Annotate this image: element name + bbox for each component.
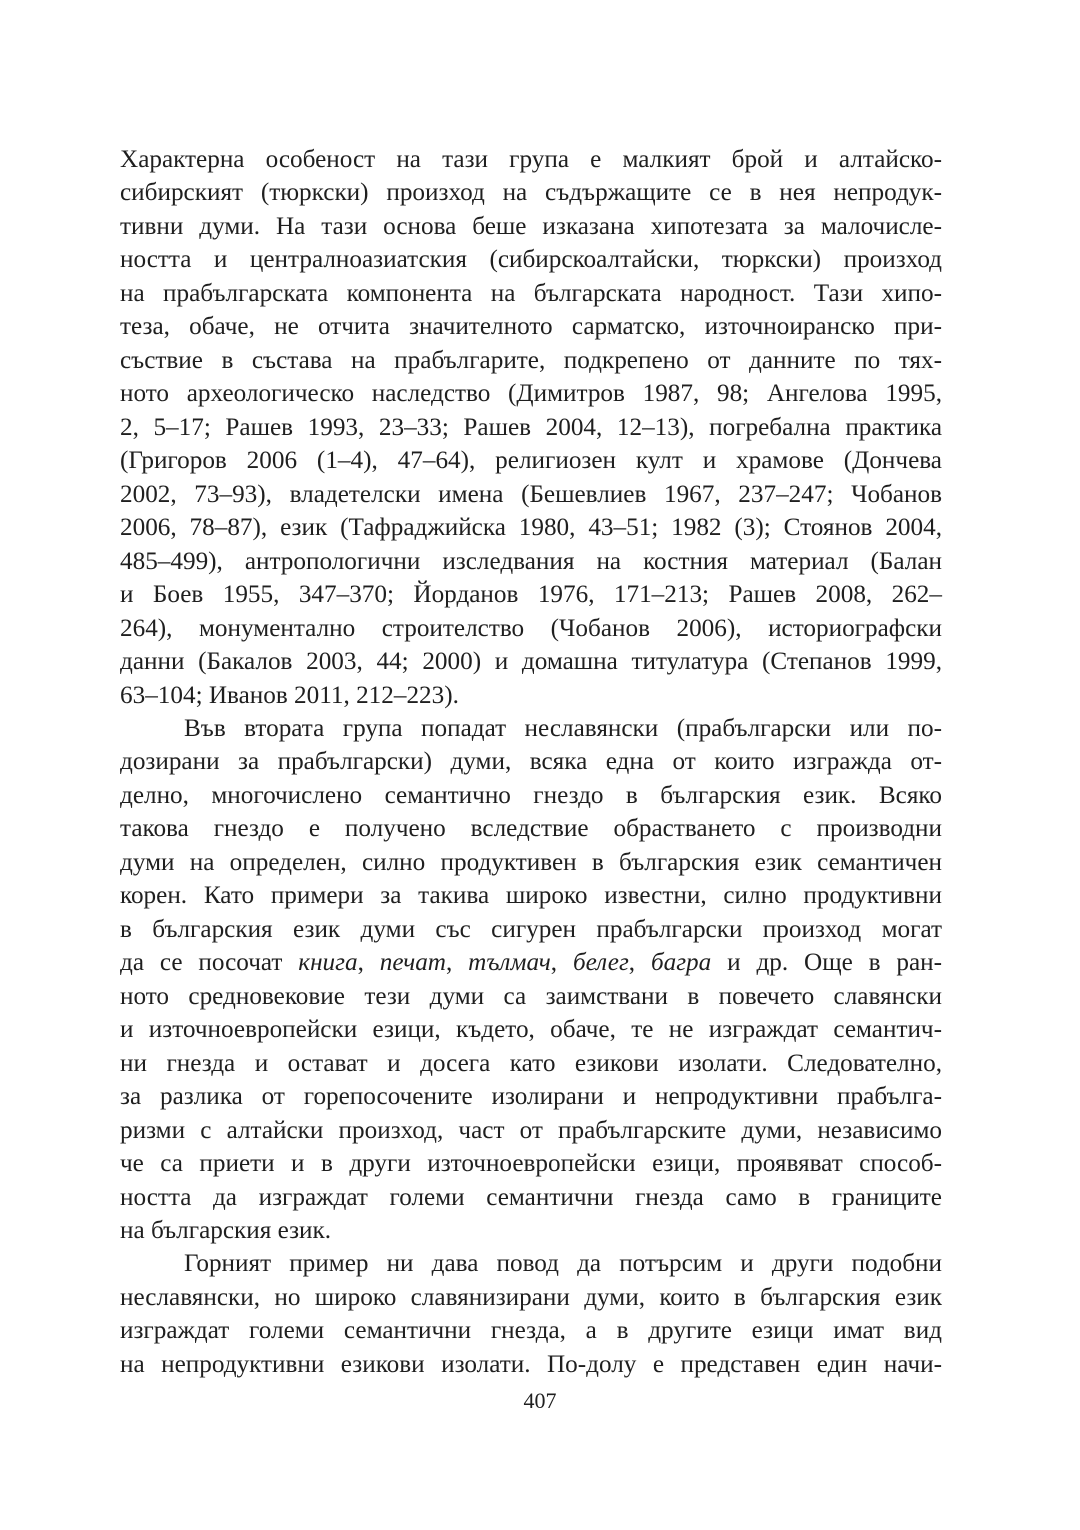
body-text	[120, 143, 942, 1381]
separator: ,	[550, 949, 573, 977]
text-line: и Боев 1955, 347–370; Йорданов 1976, 171–213; Рашев 2008, 262–	[120, 581, 942, 609]
text-line: 264), монументално строителство (Чобанов 2006), историографски	[120, 614, 942, 642]
text-line: ризми с алтайски произход, част от прабългарските думи, независимо	[120, 1116, 942, 1144]
text-line: думи на определен, силно продуктивен в българския език семантичен	[120, 848, 942, 876]
text-line: 63–104; Иванов 2011, 212–223).	[120, 681, 459, 709]
text-line: тивни думи. На тази основа беше изказана хипотезата за малочисле-	[120, 212, 942, 240]
example-word: книга	[298, 949, 358, 977]
text-line: теза, обаче, не отчита значителното сарматско, източноиранско при-	[120, 313, 942, 341]
text-line: Характерна особеност на тази група е малкият брой и алтайско-	[120, 146, 942, 173]
example-word: белег	[572, 949, 629, 977]
text-line: дозирани за прабългарски) думи, всяка една от които изгражда от-	[120, 748, 942, 776]
text-line: в българския език думи със сигурен прабългарски произход могат	[120, 915, 942, 943]
text-line: (Григоров 2006 (1–4), 47–64), религиозен култ и храмове (Дончева	[120, 447, 942, 475]
example-word: тълмач	[468, 949, 551, 977]
text-line: 2, 5–17; Рашев 1993, 23–33; Рашев 2004, 12–13), погребална практика	[120, 413, 942, 441]
text-line: и източноевропейски езици, където, обаче, те не изграждат семантич-	[120, 1016, 942, 1044]
example-word: печат	[379, 949, 446, 977]
text-line: на прабългарската компонента на българската народност. Тази хипо-	[120, 279, 942, 307]
text-line: такова гнездо е получено вследствие обрастването с производни	[120, 815, 942, 843]
text-line: Горният пример ни дава повод да потърсим и други подобни	[184, 1250, 942, 1278]
text-line: Във втората група попадат неславянски (прабългарски или по-	[184, 714, 942, 742]
text-line: ността и централноазиатския (сибирскоалтайски, тюркски) произход	[120, 246, 942, 274]
text-line: ното археологическо наследство (Димитров 1987, 98; Ангелова 1995,	[120, 380, 942, 408]
text-line: ното средновековие тези думи са заимствани в повечето славянски	[120, 982, 942, 1010]
paragraph-3	[120, 1247, 942, 1381]
text-line: 2002, 73–93), владетелски имена (Бешевлиев 1967, 237–247; Чобанов	[120, 480, 942, 508]
separator: ,	[357, 949, 380, 977]
examples-lead: да се посочат	[120, 949, 299, 977]
text-line: съствие в състава на прабългарите, подкрепено от данните по тях-	[120, 346, 942, 374]
paragraph-2	[120, 712, 942, 1248]
text-line: на непродуктивни езикови изолати. По-долу е представен един начи-	[120, 1350, 942, 1378]
separator: ,	[446, 949, 469, 977]
text-line: неславянски, но широко славянизирани думи, които в българския език	[120, 1283, 942, 1311]
text-line: за разлика от горепосочените изолирани и непродуктивни прабълга-	[120, 1083, 942, 1111]
text-line: ни гнезда и остават и досега като езикови изолати. Следователно,	[120, 1049, 942, 1077]
text-line: 2006, 78–87), език (Тафраджийска 1980, 43–51; 1982 (3); Стоянов 2004,	[120, 514, 942, 542]
text-line: делно, многочислено семантично гнездо в българския език. Всяко	[120, 781, 942, 809]
separator: ,	[628, 949, 651, 977]
text-line: сибирският (тюркски) произход на съдържащите се в нея непродук-	[120, 179, 942, 207]
text-line: че са приети и в други източноевропейски езици, проявяват способ-	[120, 1150, 942, 1178]
examples-tail: и др. Още в ран-	[711, 949, 943, 977]
example-word: багра	[650, 949, 712, 977]
paragraph-1	[120, 143, 942, 712]
text-line: ността да изграждат големи семантични гнезда само в границите	[120, 1183, 942, 1211]
text-line: 485–499), антропологични изследвания на костния материал (Балан	[120, 547, 942, 575]
examples-line	[120, 946, 942, 979]
text-line: на българския език.	[120, 1217, 332, 1244]
text-line: данни (Бакалов 2003, 44; 2000) и домашна титулатура (Степанов 1999,	[120, 648, 942, 676]
text-line: корен. Като примери за такива широко известни, силно продуктивни	[120, 882, 942, 910]
page-number: 407	[523, 1388, 557, 1413]
text-line: изграждат големи семантични гнезда, а в другите езици имат вид	[120, 1317, 942, 1345]
